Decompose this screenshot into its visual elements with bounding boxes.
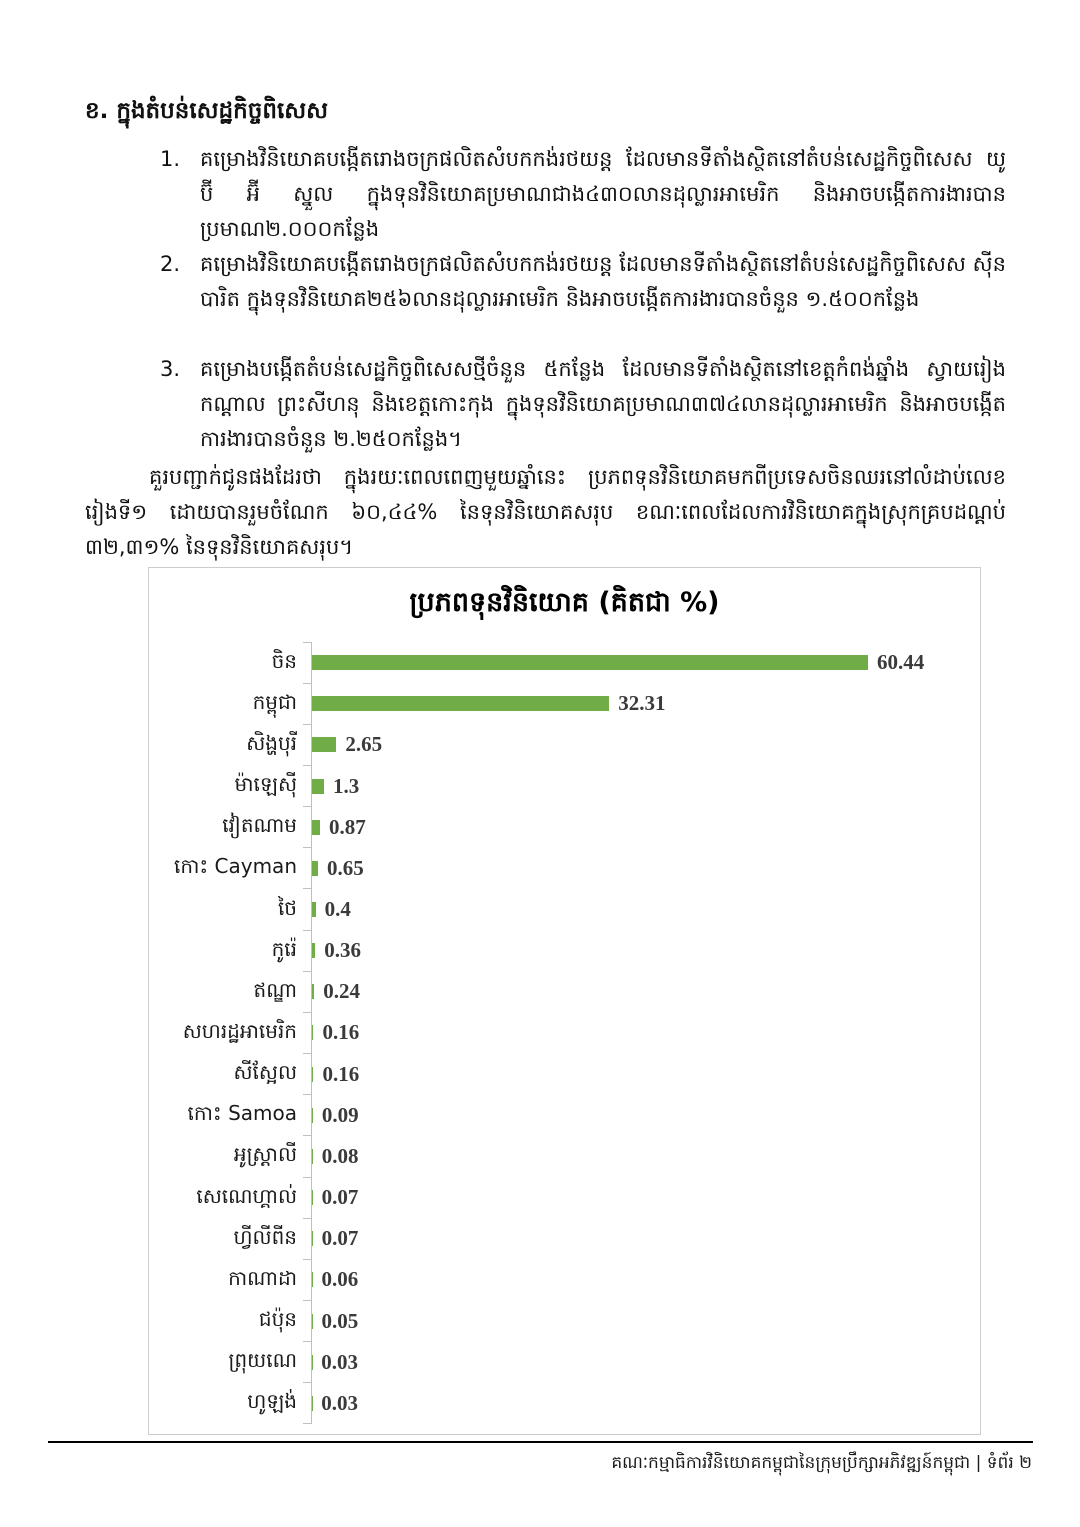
body-paragraph: គួរបញ្ជាក់ជូនផងដែរថា ក្នុងរយៈពេលពេញមួយឆ្នាំនេះ ប្រភពទុនវិនិយោគមកពីប្រទេសចិនឈរនៅលំដាប់លេខរៀងទី១ ដោយបានរួមចំណែក ៦០,៤៤% នៃទុនវិនិយោគសរុប ខណៈពេលដែលការវិនិយោគក្នុងស្រុកគ្របដណ្តប់ ៣២,៣១% នៃទុនវិនិយោគសរុប។ bbox=[85, 465, 1006, 559]
plot-cell bbox=[311, 889, 966, 930]
value-label: 0.87 bbox=[329, 814, 366, 839]
category-label: ម៉ាឡេស៊ី bbox=[234, 772, 297, 797]
bar bbox=[312, 1231, 313, 1246]
plot-cell bbox=[311, 1012, 966, 1053]
plot-cell bbox=[311, 971, 966, 1012]
page-footer: គណៈកម្មាធិការវិនិយោគកម្ពុជានៃក្រុមប្រឹក្សាអភិវឌ្ឍន៍កម្ពុជា | ទំព័រ ២ bbox=[611, 1453, 1032, 1473]
bar bbox=[312, 861, 318, 876]
category-label: កោះ Samoa bbox=[187, 1101, 297, 1126]
category-label: សេណេហ្គាល់ bbox=[196, 1183, 297, 1208]
value-label: 0.16 bbox=[322, 1061, 360, 1086]
bar bbox=[312, 1272, 313, 1287]
chart-row bbox=[149, 1218, 966, 1259]
value-label: 0.65 bbox=[326, 855, 364, 880]
chart-row bbox=[149, 971, 966, 1012]
bar bbox=[312, 820, 320, 835]
value-label: 2.65 bbox=[345, 732, 383, 757]
bar bbox=[312, 696, 609, 711]
plot-cell bbox=[311, 683, 966, 724]
bar bbox=[312, 984, 314, 999]
plot-cell bbox=[311, 724, 966, 765]
category-label: វៀតណាម bbox=[222, 813, 297, 838]
value-label: 0.16 bbox=[322, 1020, 360, 1045]
bar bbox=[312, 1149, 313, 1164]
category-label: សិង្ហបុរី bbox=[246, 730, 297, 755]
plot-cell bbox=[311, 765, 966, 806]
plot-cell bbox=[311, 1136, 966, 1177]
value-label: 0.08 bbox=[321, 1143, 359, 1168]
plot-cell bbox=[311, 1342, 966, 1383]
chart-title: ប្រភពទុនវិនិយោគ (គិតជា %) bbox=[409, 587, 720, 618]
plot-cell bbox=[311, 807, 966, 848]
value-label: 0.07 bbox=[321, 1185, 359, 1210]
list-item-text: គម្រោងបង្កើតតំបន់សេដ្ឋកិច្ចពិសេសថ្មីចំនួន ៥កន្លែង ដែលមានទីតាំងស្ថិតនៅខេត្តកំពង់ឆ្នាំង ស្វាយរៀង កណ្តាល ព្រះសីហនុ និងខេត្តកោះកុង ក្នុងទុនវិនិយោគប្រមាណ៣៧៤លានដុល្លារអាមេរិក និងអាចបង្កើតការងារបានចំនួន ២.២៥០កន្លែង។ bbox=[200, 357, 1006, 451]
category-label: កោះ Cayman bbox=[173, 854, 297, 879]
plot-cell bbox=[311, 1095, 966, 1136]
value-label: 1.3 bbox=[332, 773, 360, 798]
plot-cell bbox=[311, 1259, 966, 1300]
plot-cell bbox=[311, 930, 966, 971]
value-label: 0.06 bbox=[321, 1267, 359, 1292]
chart-row bbox=[149, 1012, 966, 1053]
value-label: 0.05 bbox=[321, 1308, 359, 1333]
value-label: 0.03 bbox=[321, 1349, 359, 1374]
plot-cell bbox=[311, 1383, 966, 1424]
list-item-text: គម្រោងវិនិយោគបង្កើតរោងចក្រផលិតសំបកកង់រថយន្ត ដែលមានទីតាំងស្ថិតនៅតំបន់សេដ្ឋកិច្ចពិសេស ស៊ីន បារិត ក្នុងទុនវិនិយោគ២៥៦លានដុល្លារអាមេរិក និងអាចបង្កើតការងារបានចំនួន ១.៥០០កន្លែង bbox=[200, 252, 1006, 311]
value-label: 0.4 bbox=[324, 897, 351, 922]
category-label: ថៃ bbox=[277, 895, 297, 920]
category-label: សីស្អែល bbox=[233, 1060, 297, 1085]
chart-row bbox=[149, 683, 966, 724]
chart-row bbox=[149, 1259, 966, 1300]
category-label: ចិន bbox=[271, 648, 297, 673]
chart-row bbox=[149, 1301, 966, 1342]
plot-cell bbox=[311, 848, 966, 889]
chart-row bbox=[149, 1095, 966, 1136]
value-label: 0.24 bbox=[323, 979, 360, 1004]
value-label: 0.07 bbox=[321, 1226, 359, 1251]
bar bbox=[312, 902, 316, 917]
category-label: អូស្ត្រាលី bbox=[233, 1142, 297, 1167]
list-item bbox=[160, 247, 1006, 352]
bar bbox=[312, 737, 336, 752]
chart-row bbox=[149, 724, 966, 765]
value-label: 0.36 bbox=[324, 938, 362, 963]
bar bbox=[312, 1190, 313, 1205]
list-item bbox=[160, 352, 1006, 457]
category-label: ហ្វីលីពីន bbox=[233, 1224, 297, 1249]
numbered-list bbox=[160, 142, 1006, 457]
category-label: កម្ពុជា bbox=[252, 689, 297, 714]
bar bbox=[312, 1067, 313, 1082]
list-item bbox=[160, 142, 1006, 247]
chart-row bbox=[149, 1342, 966, 1383]
bar bbox=[312, 655, 868, 670]
category-label: កាណាដា bbox=[228, 1265, 297, 1290]
category-label: ឥណ្ឌា bbox=[253, 977, 297, 1002]
chart-rows bbox=[149, 642, 966, 1424]
plot-cell bbox=[311, 1177, 966, 1218]
section-heading: ខ. ក្នុងតំបន់សេដ្ឋកិច្ចពិសេស bbox=[85, 98, 329, 124]
chart-row bbox=[149, 642, 966, 683]
chart-row bbox=[149, 765, 966, 806]
category-label: ព្រុយណេ bbox=[228, 1348, 297, 1373]
bar bbox=[312, 779, 324, 794]
chart-row bbox=[149, 1136, 966, 1177]
chart-row bbox=[149, 889, 966, 930]
list-item-number: 1. bbox=[160, 147, 181, 171]
footer-divider bbox=[48, 1441, 1033, 1443]
value-label: 0.03 bbox=[321, 1390, 359, 1415]
plot-cell bbox=[311, 642, 966, 683]
list-item-number: 2. bbox=[160, 252, 181, 276]
value-label: 32.31 bbox=[618, 691, 666, 716]
bar bbox=[312, 1108, 313, 1123]
category-label: ជប៉ុន bbox=[258, 1307, 297, 1332]
chart-row bbox=[149, 1054, 966, 1095]
investment-sources-chart bbox=[148, 567, 981, 1435]
plot-cell bbox=[311, 1218, 966, 1259]
category-label: សហរដ្ឋអាមេរិក bbox=[182, 1018, 297, 1043]
category-label: កូរ៉េ bbox=[271, 936, 297, 961]
list-item-text: គម្រោងវិនិយោគបង្កើតរោងចក្រផលិតសំបកកង់រថយន្ត ដែលមានទីតាំងស្ថិតនៅតំបន់សេដ្ឋកិច្ចពិសេស យូ ប៊ី អ៊ី ស្នួល ក្នុងទុនវិនិយោគប្រមាណជាង៤៣០លានដុល្លារអាមេរិក និងអាចបង្កើតការងារបានប្រមាណ២.០០០កន្លែង bbox=[200, 147, 1006, 241]
chart-row bbox=[149, 1383, 966, 1424]
value-label: 0.09 bbox=[321, 1102, 359, 1127]
chart-row bbox=[149, 1177, 966, 1218]
chart-row bbox=[149, 930, 966, 971]
bar bbox=[312, 1025, 313, 1040]
value-label: 60.44 bbox=[877, 650, 925, 675]
chart-row bbox=[149, 848, 966, 889]
chart-row bbox=[149, 807, 966, 848]
bar bbox=[312, 943, 315, 958]
category-label: ហូឡង់ bbox=[247, 1389, 297, 1414]
plot-cell bbox=[311, 1301, 966, 1342]
plot-cell bbox=[311, 1054, 966, 1095]
list-item-number: 3. bbox=[160, 357, 181, 381]
